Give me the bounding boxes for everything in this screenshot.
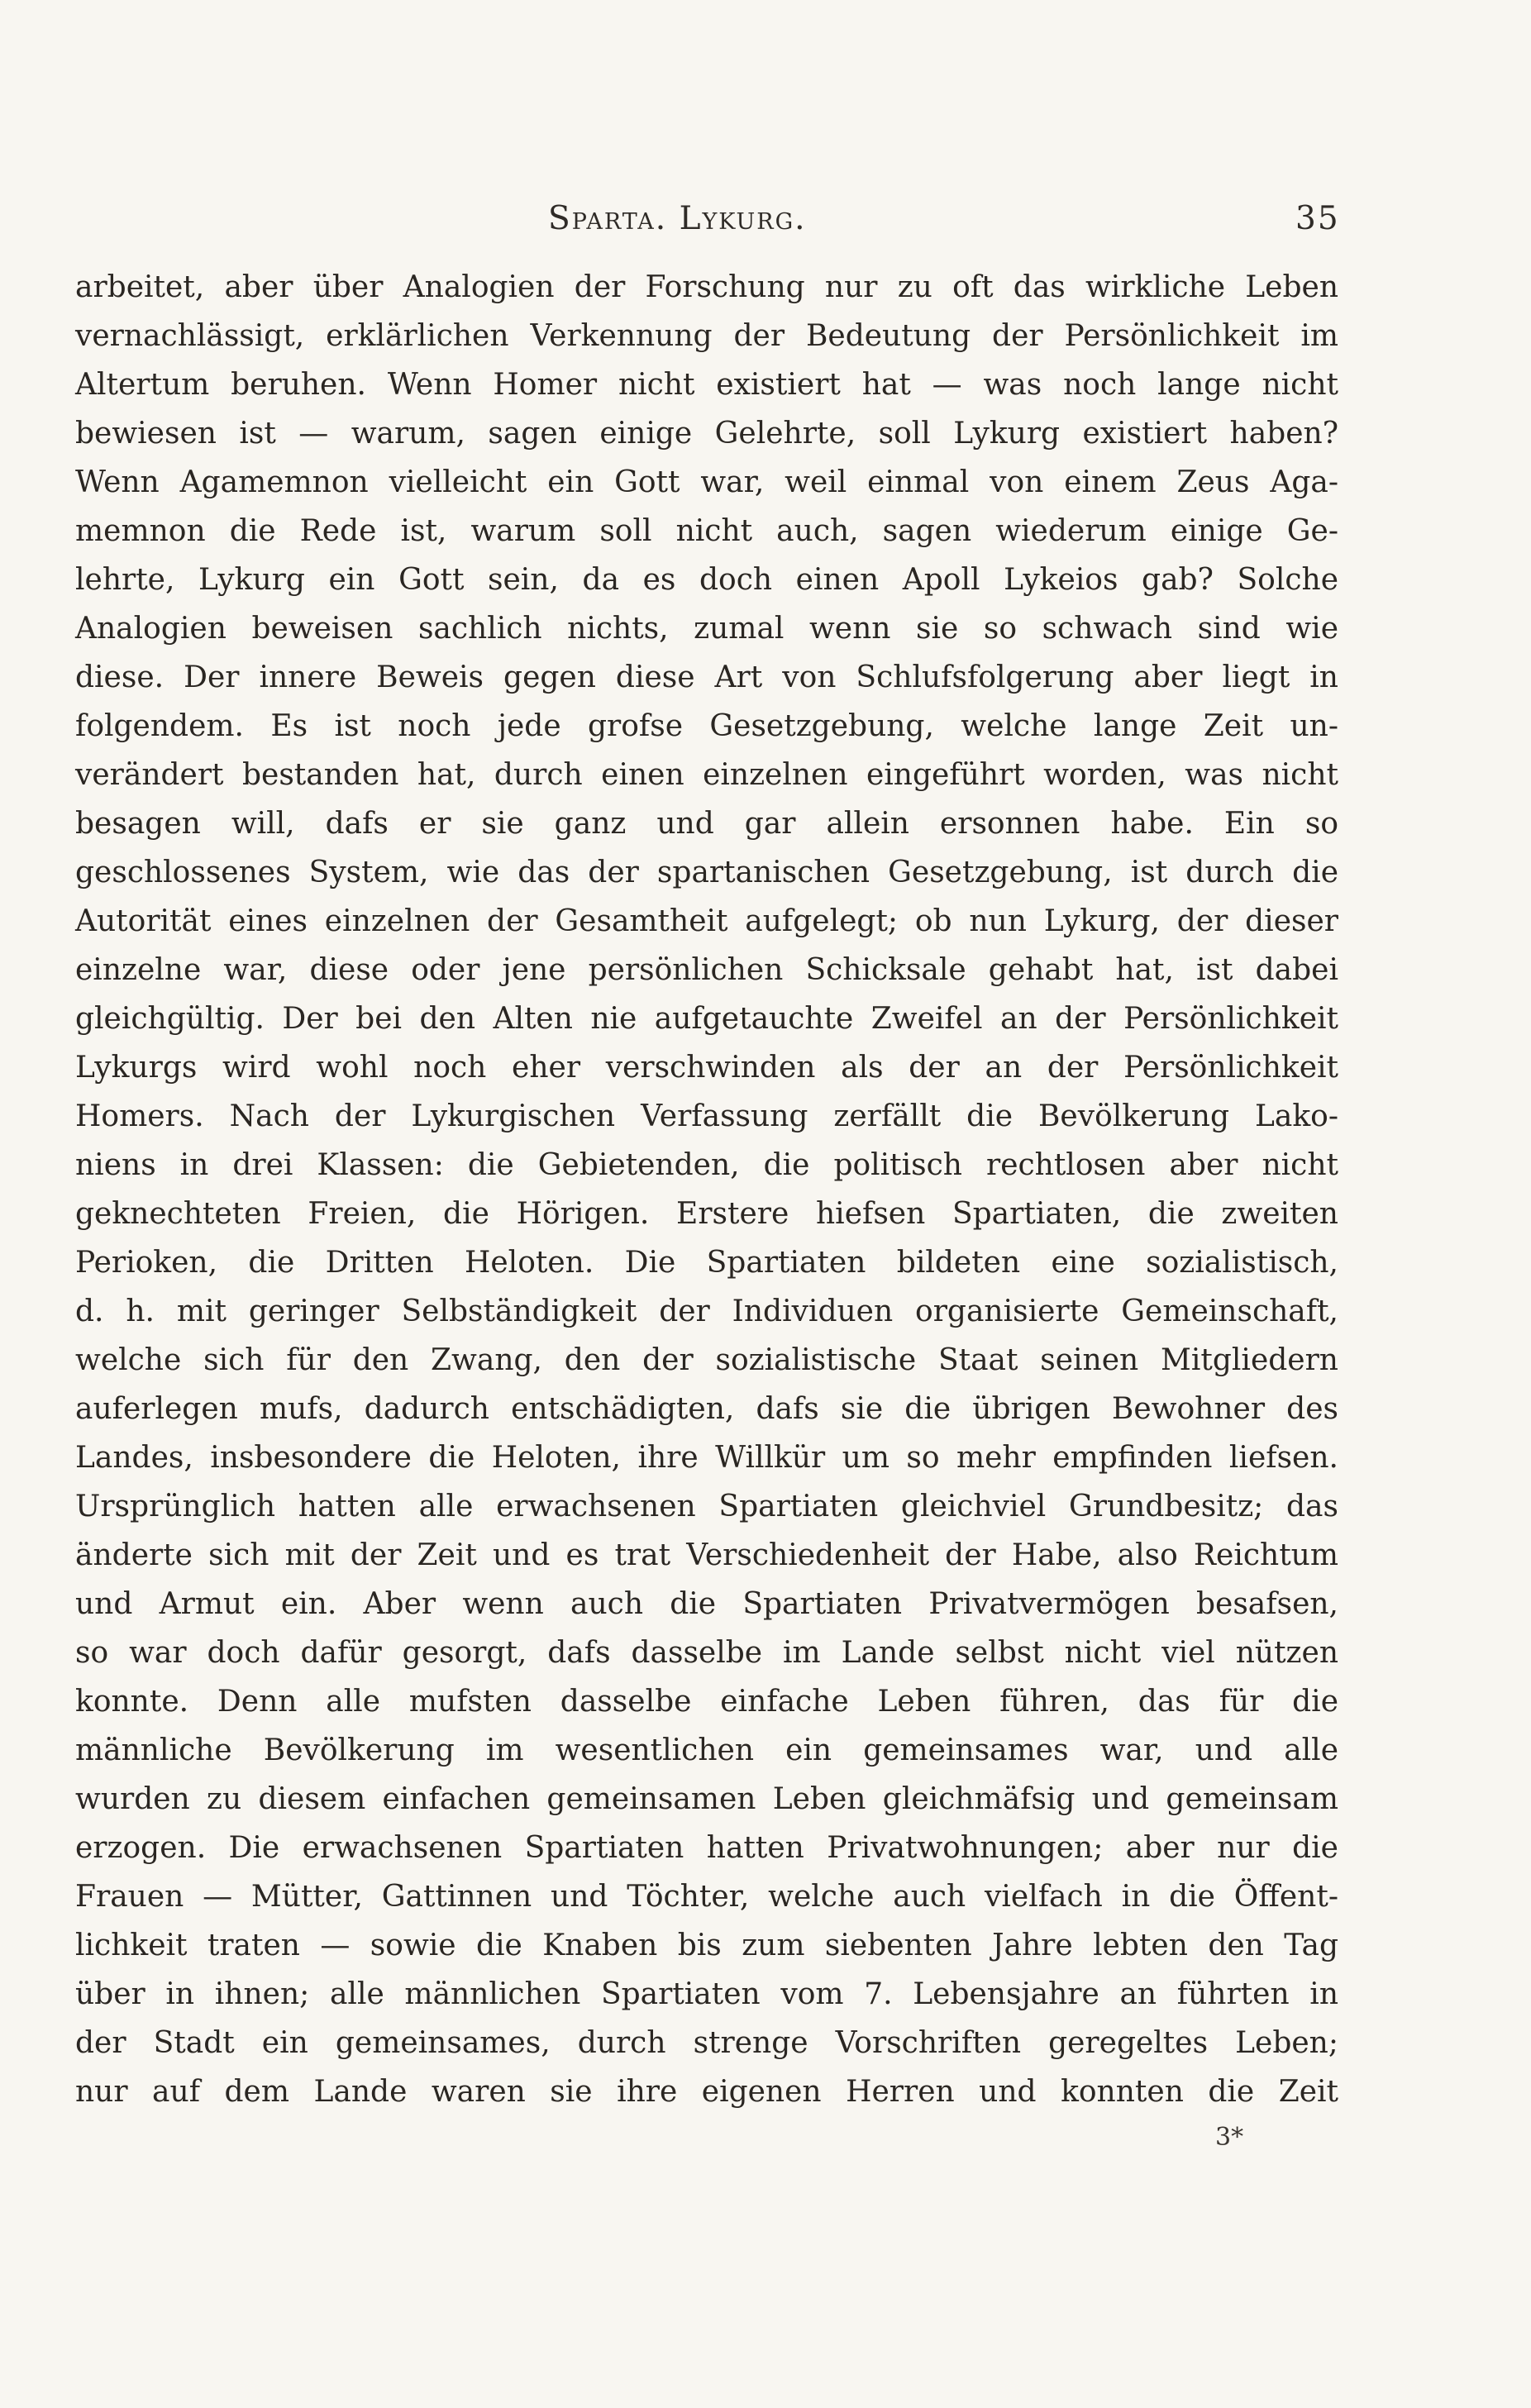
text-line: Landes, insbesondere die Heloten, ihre Willkür um so mehr empfinden liefsen. xyxy=(75,1441,1338,1475)
text-line: geschlossenes System, wie das der spartanischen Gesetzgebung, ist durch die xyxy=(75,856,1338,889)
page-number: 35 xyxy=(1295,200,1340,237)
text-line: konnte. Denn alle mufsten dasselbe einfache Leben führen, das für die xyxy=(75,1685,1338,1719)
text-line: änderte sich mit der Zeit und es trat Verschiedenheit der Habe, also Reichtum xyxy=(75,1538,1338,1572)
text-line: arbeitet, aber über Analogien der Forschung nur zu oft das wirkliche Leben xyxy=(75,270,1338,304)
text-line: niens in drei Klassen: die Gebietenden, die politisch rechtlosen aber nicht xyxy=(75,1148,1338,1182)
text-line: Autorität eines einzelnen der Gesamtheit aufgelegt; ob nun Lykurg, der dieser xyxy=(75,904,1338,938)
text-line: welche sich für den Zwang, den der sozialistische Staat seinen Mitgliedern xyxy=(75,1343,1338,1377)
text-line: Lykurgs wird wohl noch eher verschwinden als der an der Persönlichkeit xyxy=(75,1051,1338,1085)
text-line: lichkeit traten — sowie die Knaben bis zum siebenten Jahre lebten den Tag xyxy=(75,1929,1338,1962)
text-line: bewiesen ist — warum, sagen einige Gelehrte, soll Lykurg existiert haben? xyxy=(75,417,1338,451)
text-line: Frauen — Mütter, Gattinnen und Töchter, welche auch vielfach in die Öffent- xyxy=(75,1880,1338,1914)
text-line: gleichgültig. Der bei den Alten nie aufgetauchte Zweifel an der Persönlichkeit xyxy=(75,1002,1338,1036)
text-line: vernachlässigt, erklärlichen Verkennung der Bedeutung der Persönlichkeit im xyxy=(75,319,1338,353)
text-line: Homers. Nach der Lykurgischen Verfassung zerfällt die Bevölkerung Lako- xyxy=(75,1099,1338,1133)
text-line: erzogen. Die erwachsenen Spartiaten hatten Privatwohnungen; aber nur die xyxy=(75,1831,1338,1865)
text-line: männliche Bevölkerung im wesentlichen ein gemeinsames war, und alle xyxy=(75,1733,1338,1767)
text-line: lehrte, Lykurg ein Gott sein, da es doch einen Apoll Lykeios gab? Solche xyxy=(75,563,1338,597)
text-line: der Stadt ein gemeinsames, durch strenge Vorschriften geregeltes Leben; xyxy=(75,2026,1338,2060)
text-line: Analogien beweisen sachlich nichts, zumal wenn sie so schwach sind wie xyxy=(75,612,1338,646)
text-line: wurden zu diesem einfachen gemeinsamen Leben gleichmäfsig und gemeinsam xyxy=(75,1782,1338,1816)
text-line: über in ihnen; alle männlichen Spartiaten vom 7. Lebensjahre an führten in xyxy=(75,1977,1338,2011)
text-line: verändert bestanden hat, durch einen einzelnen eingeführt worden, was nicht xyxy=(75,758,1338,792)
text-line: d. h. mit geringer Selbständigkeit der Individuen organisierte Gemeinschaft, xyxy=(75,1295,1338,1328)
running-header-title: Sparta. Lykurg. xyxy=(548,200,807,237)
text-line: so war doch dafür gesorgt, dafs dasselbe im Lande selbst nicht viel nützen xyxy=(75,1636,1338,1670)
text-line: diese. Der innere Beweis gegen diese Art von Schlufsfolgerung aber liegt in xyxy=(75,660,1338,694)
text-line: Ursprünglich hatten alle erwachsenen Spartiaten gleichviel Grundbesitz; das xyxy=(75,1490,1338,1523)
text-line: memnon die Rede ist, warum soll nicht auch, sagen wiederum einige Ge- xyxy=(75,514,1338,548)
signature-mark: 3* xyxy=(1215,2123,1244,2152)
text-line: einzelne war, diese oder jene persönlichen Schicksale gehabt hat, ist dabei xyxy=(75,953,1338,987)
text-line: besagen will, dafs er sie ganz und gar allein ersonnen habe. Ein so xyxy=(75,807,1338,841)
text-line: Perioken, die Dritten Heloten. Die Spartiaten bildeten eine sozialistisch, xyxy=(75,1246,1338,1280)
text-line: geknechteten Freien, die Hörigen. Erstere hiefsen Spartiaten, die zweiten xyxy=(75,1197,1338,1231)
text-line: Altertum beruhen. Wenn Homer nicht existiert hat — was noch lange nicht xyxy=(75,368,1338,402)
text-line: nur auf dem Lande waren sie ihre eigenen Herren und konnten die Zeit xyxy=(75,2075,1338,2109)
body-text xyxy=(75,263,1338,2116)
text-line: Wenn Agamemnon vielleicht ein Gott war, weil einmal von einem Zeus Aga- xyxy=(75,465,1338,499)
text-line: folgendem. Es ist noch jede grofse Gesetzgebung, welche lange Zeit un- xyxy=(75,709,1338,743)
text-line: und Armut ein. Aber wenn auch die Spartiaten Privatvermögen besafsen, xyxy=(75,1587,1338,1621)
text-line: auferlegen mufs, dadurch entschädigten, dafs sie die übrigen Bewohner des xyxy=(75,1392,1338,1426)
